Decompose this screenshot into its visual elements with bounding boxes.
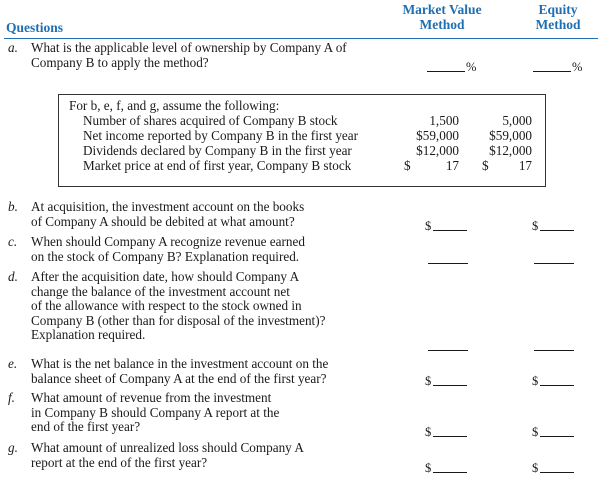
answer-e-market-value-dollar: $: [425, 374, 432, 388]
question-f-letter: f.: [8, 390, 15, 405]
answer-c-market-value-blank[interactable]: [428, 250, 468, 264]
answer-g-equity-blank[interactable]: [540, 459, 574, 473]
answer-f-equity-blank[interactable]: [540, 423, 574, 437]
assumption-mv-value: $59,000: [416, 128, 459, 143]
answer-f-equity-dollar: $: [532, 425, 539, 439]
assumption-row-label: Net income reported by Company B in the first year: [83, 128, 359, 143]
question-g-line: report at the end of the first year?: [31, 454, 208, 470]
question-d-letter: d.: [8, 269, 18, 284]
assumption-mv-value: 1,500: [429, 113, 459, 128]
question-c-line: When should Company A recognize revenue earned: [31, 234, 305, 249]
assumptions-intro: For b, e, f, and g, assume the following:: [69, 98, 280, 113]
answer-c-equity-blank[interactable]: [534, 250, 574, 264]
assumption-mv-value: $12,000: [416, 143, 459, 158]
assumption-mv-currency: $: [404, 158, 411, 173]
question-d-line: of the allowance with respect to the stock owned in: [31, 298, 302, 314]
question-a-line: What is the applicable level of ownership by Company A of: [31, 40, 347, 55]
question-d-line: change the balance of the investment account net: [31, 283, 290, 299]
assumption-row-label: Market price at end of first year, Company B stock: [83, 158, 352, 173]
question-c-letter: c.: [8, 234, 18, 249]
question-b-line: At acquisition, the investment account on the books: [31, 199, 305, 214]
assumptions-box: [58, 94, 546, 187]
question-d-line: After the acquisition date, how should Company A: [31, 269, 300, 284]
question-d-line: Explanation required.: [31, 327, 146, 343]
question-c-line: on the stock of Company B? Explanation required.: [31, 248, 300, 264]
question-e-line: balance sheet of Company A at the end of the first year?: [31, 370, 327, 386]
question-f-line: end of the first year?: [31, 419, 141, 435]
question-f-line: What amount of revenue from the investment: [31, 390, 272, 405]
assumption-eq-value: $12,000: [489, 143, 532, 158]
questions-header: Questions: [6, 20, 64, 35]
answer-g-market-value-dollar: $: [425, 461, 432, 475]
answer-a-market-value-percent: %: [466, 60, 477, 74]
assumption-row-label: Number of shares acquired of Company B stock: [83, 113, 338, 128]
answer-a-equity-blank[interactable]: [533, 58, 571, 72]
question-b-letter: b.: [8, 199, 18, 214]
answer-g-equity-dollar: $: [532, 461, 539, 475]
assumption-eq-value: $59,000: [489, 128, 532, 143]
assumption-mv-value: 17: [445, 158, 459, 173]
question-e-letter: e.: [8, 356, 18, 371]
question-f-line: in Company B should Company A report at the: [31, 404, 280, 420]
answer-f-market-value-dollar: $: [425, 425, 432, 439]
answer-b-equity-dollar: $: [532, 219, 539, 233]
answer-f-market-value-blank[interactable]: [433, 423, 467, 437]
answer-e-equity-dollar: $: [532, 374, 539, 388]
answer-b-market-value-blank[interactable]: [433, 217, 467, 231]
answer-g-market-value-blank[interactable]: [433, 459, 467, 473]
answer-a-market-value-blank[interactable]: [427, 58, 465, 72]
answer-d-market-value-blank[interactable]: [428, 337, 468, 351]
assumption-eq-value: 17: [518, 158, 532, 173]
question-d-line: Company B (other than for disposal of the investment)?: [31, 312, 326, 328]
question-a-line: Company B to apply the method?: [31, 54, 209, 70]
answer-e-market-value-blank[interactable]: [433, 372, 467, 386]
header-rule: [4, 38, 598, 39]
answer-b-market-value-dollar: $: [425, 219, 432, 233]
market-value-header-line2: Method: [419, 17, 465, 32]
question-a-letter: a.: [8, 40, 18, 55]
equity-header-line2: Method: [535, 17, 581, 32]
question-g-letter: g.: [8, 440, 18, 455]
market-value-method-header: [393, 2, 491, 32]
assumption-row-label: Dividends declared by Company B in the first year: [83, 143, 352, 158]
answer-a-equity-percent: %: [572, 60, 583, 74]
question-g-line: What amount of unrealized loss should Company A: [31, 440, 304, 455]
market-value-header-line1: Market Value: [402, 2, 482, 17]
answer-e-equity-blank[interactable]: [540, 372, 574, 386]
equity-header-line1: Equity: [538, 2, 578, 17]
question-e-line: What is the net balance in the investment account on the: [31, 356, 329, 371]
answer-d-equity-blank[interactable]: [534, 337, 574, 351]
answer-b-equity-blank[interactable]: [540, 217, 574, 231]
question-b-line: of Company A should be debited at what amount?: [31, 213, 295, 229]
assumption-eq-currency: $: [482, 158, 489, 173]
equity-method-header: [521, 2, 595, 32]
assumption-eq-value: 5,000: [502, 113, 532, 128]
